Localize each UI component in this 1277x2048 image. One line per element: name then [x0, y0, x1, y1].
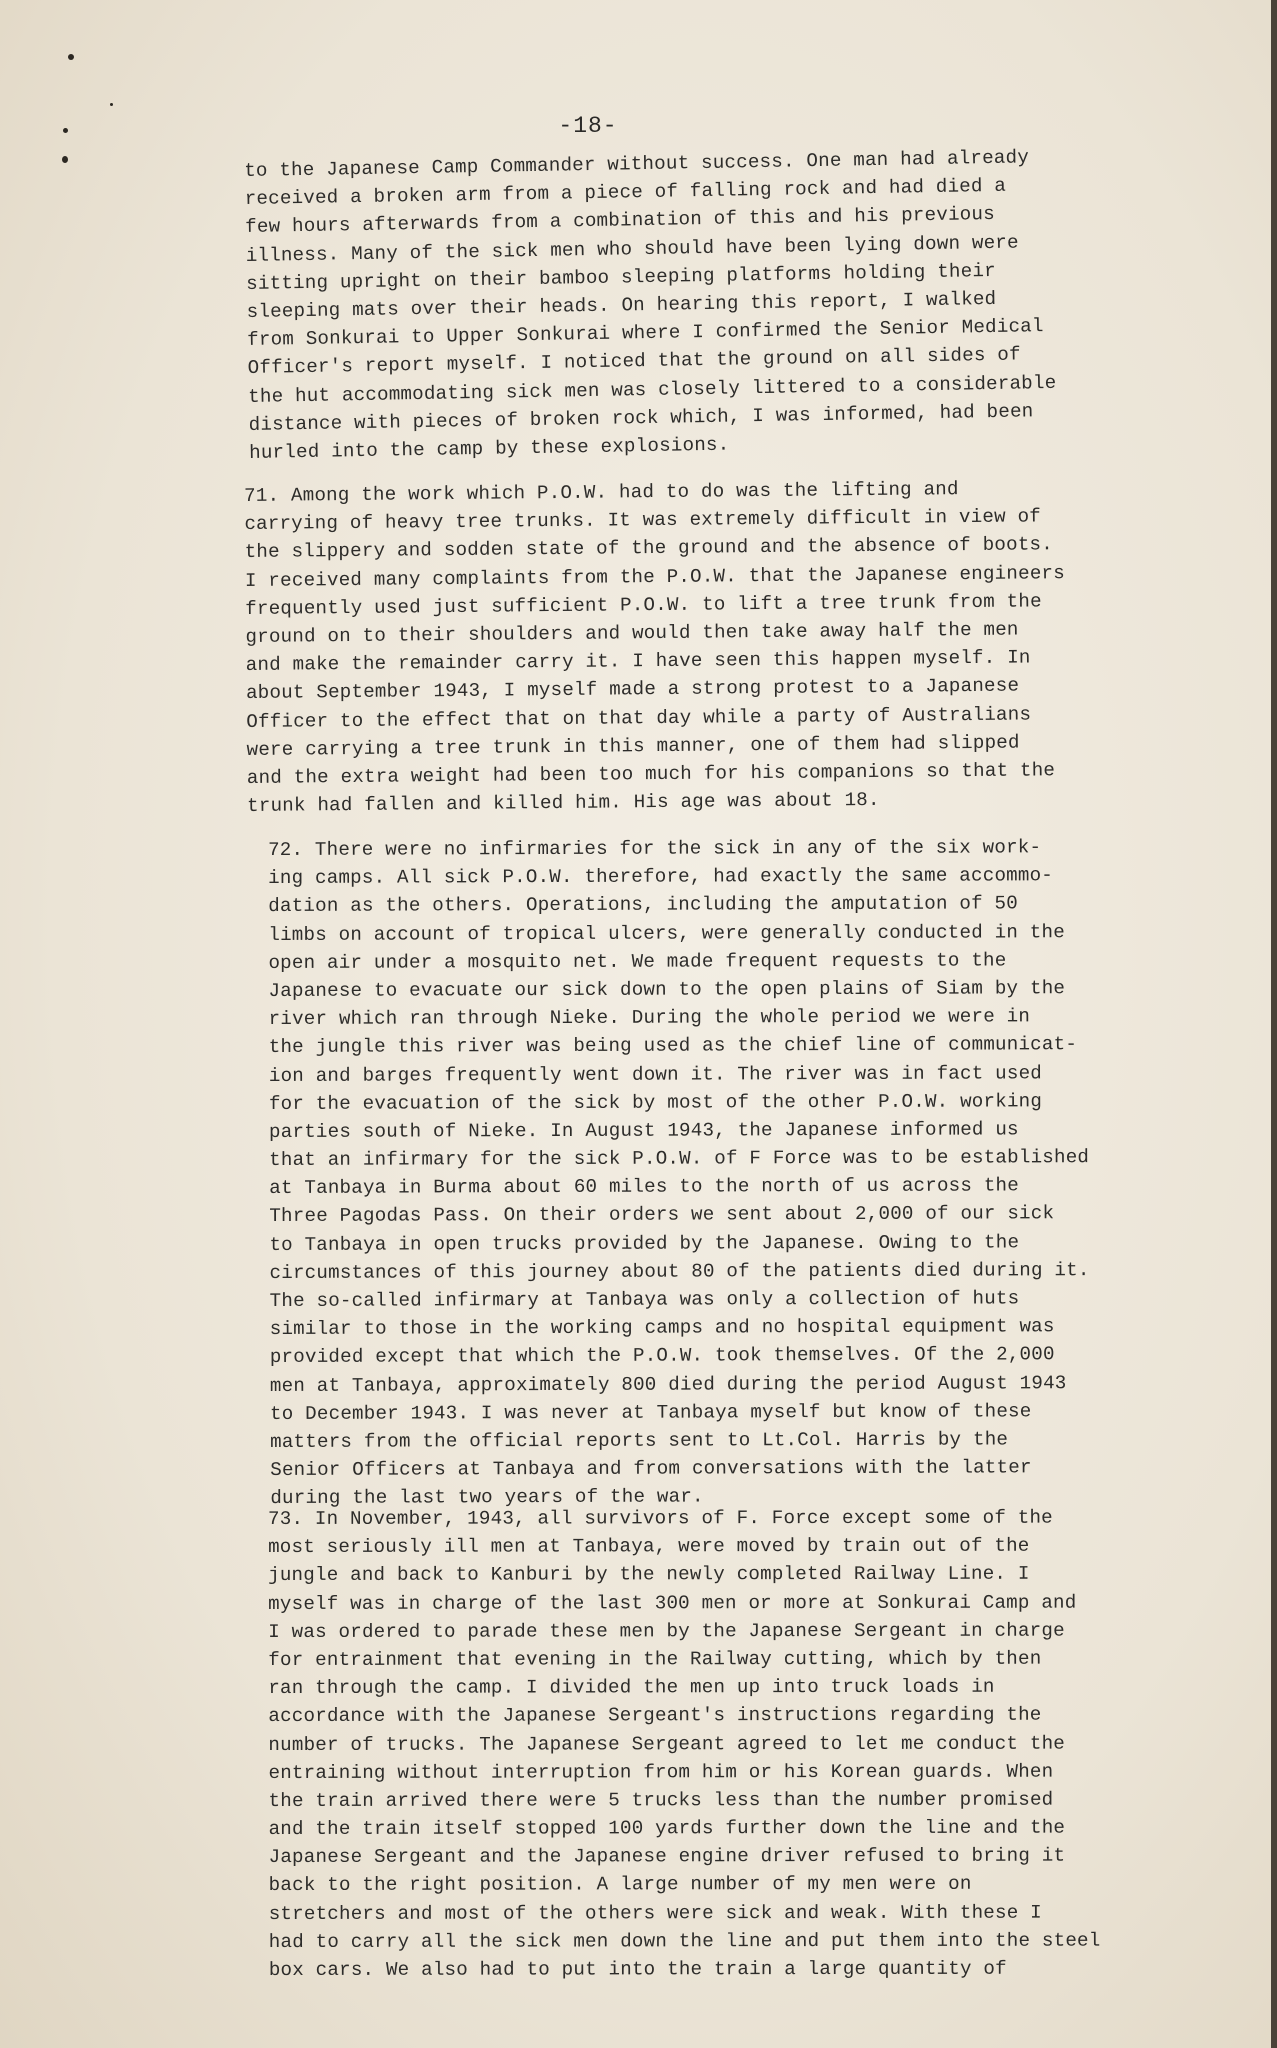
text-line: 72. There were no infirmaries for the sick in any of the six work-	[268, 836, 1042, 861]
text-line: ran through the camp. I divided the men up into truck loads in	[268, 1675, 995, 1700]
text-line: illness. Many of the sick men who should have been lying down were	[245, 231, 1019, 267]
text-line: stretchers and most of the others were sick and weak. With these I	[268, 1901, 1042, 1925]
text-line: I received many complaints from the P.O.W. that the Japanese engineers	[244, 561, 1066, 592]
text-line: to December 1943. I was never at Tanbaya myself but know of these	[269, 1400, 1032, 1425]
text-line: hurled into the camp by these explosions.	[248, 433, 730, 464]
text-line: sleeping mats over their heads. On hearing this report, I walked	[246, 287, 997, 323]
text-line: the slippery and sodden state of the ground and the absence of boots.	[244, 533, 1054, 564]
paragraph-70-continued	[244, 140, 1209, 467]
text-line: for the evacuation of the sick by most of the other P.O.W. working	[268, 1089, 1043, 1115]
speck-4	[110, 103, 113, 106]
text-line: open air under a mosquito net. We made frequent requests to the	[268, 949, 1007, 974]
text-line: Three Pagodas Pass. On their orders we sent about 2,000 of our sick	[269, 1202, 1055, 1228]
paragraph-72	[268, 833, 1230, 1513]
page-number: -18-	[558, 113, 618, 139]
text-line: 73. In November, 1943, all survivors of F. Force except some of the	[268, 1506, 1053, 1530]
speck-2	[63, 128, 68, 133]
text-line: dation as the others. Operations, including the amputation of 50	[268, 892, 1019, 918]
text-line: few hours afterwards from a combination of this and his previous	[245, 203, 996, 239]
text-line: Officer's report myself. I noticed that the ground on all sides of	[247, 343, 1021, 380]
text-line: the jungle this river was being used as the chief line of communicat-	[268, 1033, 1078, 1059]
text-line: the hut accommodating sick men was closely littered to a considerable	[247, 371, 1057, 408]
page-edge-shadow	[1271, 0, 1277, 2048]
text-line: river which ran through Nieke. During the whole period we were in	[268, 1005, 1031, 1031]
text-line: parties south of Nieke. In August 1943, the Japanese informed us	[268, 1118, 1019, 1143]
text-line: sitting upright on their bamboo sleeping platforms holding their	[246, 259, 997, 295]
text-line: frequently used just sufficient P.O.W. to lift a tree trunk from the	[245, 590, 1042, 620]
text-line: for entrainment that evening in the Railway cutting, which by then	[268, 1647, 1042, 1671]
speck-1	[68, 54, 74, 60]
text-line: to the Japanese Camp Commander without success. One man had already	[244, 146, 1030, 182]
text-line: received a broken arm from a piece of falling rock and had died a	[244, 174, 1007, 211]
text-line: during the last two years of the war.	[270, 1485, 704, 1510]
text-line: men at Tanbaya, approximately 800 died during the period August 1943	[269, 1371, 1067, 1397]
text-line: 71. Among the work which P.O.W. had to do was the lifting and	[244, 478, 959, 507]
text-line: Officer to the effect that on that day while a party of Australians	[246, 702, 1032, 733]
text-line: entraining without interruption from him or his Korean guards. When	[268, 1760, 1054, 1784]
text-line: I was ordered to parade these men by the Japanese Sergeant in charge	[268, 1619, 1065, 1643]
text-line: ground on to their shoulders and would then take away half the men	[245, 618, 1019, 648]
text-line: carrying of heavy tree trunks. It was extremely difficult in view of	[244, 505, 1042, 536]
text-line: and the train itself stopped 100 yards further down the line and the	[268, 1816, 1066, 1841]
text-line: accordance with the Japanese Sergeant's instructions regarding the	[268, 1703, 1042, 1728]
text-line: Japanese Sergeant and the Japanese engine driver refused to bring it	[268, 1844, 1066, 1869]
text-line: the train arrived there were 5 trucks less than the number promised	[268, 1788, 1054, 1812]
text-line: number of trucks. The Japanese Sergeant agreed to let me conduct the	[268, 1732, 1066, 1756]
text-line: about September 1943, I myself made a strong protest to a Japanese	[245, 674, 1020, 705]
text-line: jungle and back to Kanburi by the newly completed Railway Line. I	[268, 1563, 1030, 1587]
text-line: that an infirmary for the sick P.O.W. of F Force was to be established	[269, 1146, 1090, 1172]
text-line: ing camps. All sick P.O.W. therefore, had exactly the same accommo-	[268, 864, 1054, 890]
text-line: from Sonkurai to Upper Sonkurai where I confirmed the Senior Medical	[247, 315, 1044, 352]
text-line: and make the remainder carry it. I have seen this happen myself. In	[245, 646, 1031, 677]
text-line: most seriously ill men at Tanbaya, were moved by train out of the	[268, 1534, 1030, 1559]
text-line: had to carry all the sick men down the line and put them into the steel	[268, 1929, 1101, 1953]
text-line: box cars. We also had to put into the train a large quantity of	[268, 1957, 1007, 1981]
text-line: trunk had fallen and killed him. His age was about 18.	[247, 788, 880, 818]
text-line: at Tanbaya in Burma about 60 miles to the north of us across the	[269, 1174, 1019, 1200]
paragraph-73	[268, 1503, 1229, 1984]
text-line: distance with pieces of broken rock which, I was informed, had been	[248, 399, 1034, 436]
text-line: back to the right position. A large number of my men were on	[268, 1873, 972, 1897]
text-line: similar to those in the working camps and no hospital equipment was	[269, 1315, 1055, 1341]
text-line: Senior Officers at Tanbaya and from conversations with the latter	[270, 1456, 1032, 1482]
text-line: Japanese to evacuate our sick down to the open plains of Siam by the	[268, 977, 1066, 1002]
text-line: were carrying a tree trunk in this manner, one of them had slipped	[246, 731, 1020, 761]
text-line: matters from the official reports sent to Lt.Col. Harris by the	[270, 1428, 1009, 1453]
text-line: myself was in charge of the last 300 men or more at Sonkurai Camp and	[268, 1591, 1077, 1615]
text-line: to Tanbaya in open trucks provided by the Japanese. Owing to the	[269, 1231, 1020, 1256]
speck-3	[62, 156, 68, 163]
text-line: circumstances of this journey about 80 of the patients died during it.	[269, 1258, 1090, 1284]
text-line: and the extra weight had been too much for his companions so that the	[246, 759, 1056, 789]
text-line: provided except that which the P.O.W. took themselves. Of the 2,000	[269, 1343, 1055, 1369]
text-line: limbs on account of tropical ulcers, were generally conducted in the	[268, 920, 1065, 946]
paragraph-71	[244, 473, 1207, 820]
text-line: The so-called infirmary at Tanbaya was only a collection of huts	[269, 1287, 1020, 1312]
text-line: ion and barges frequently went down it. The river was in fact used	[268, 1061, 1043, 1087]
